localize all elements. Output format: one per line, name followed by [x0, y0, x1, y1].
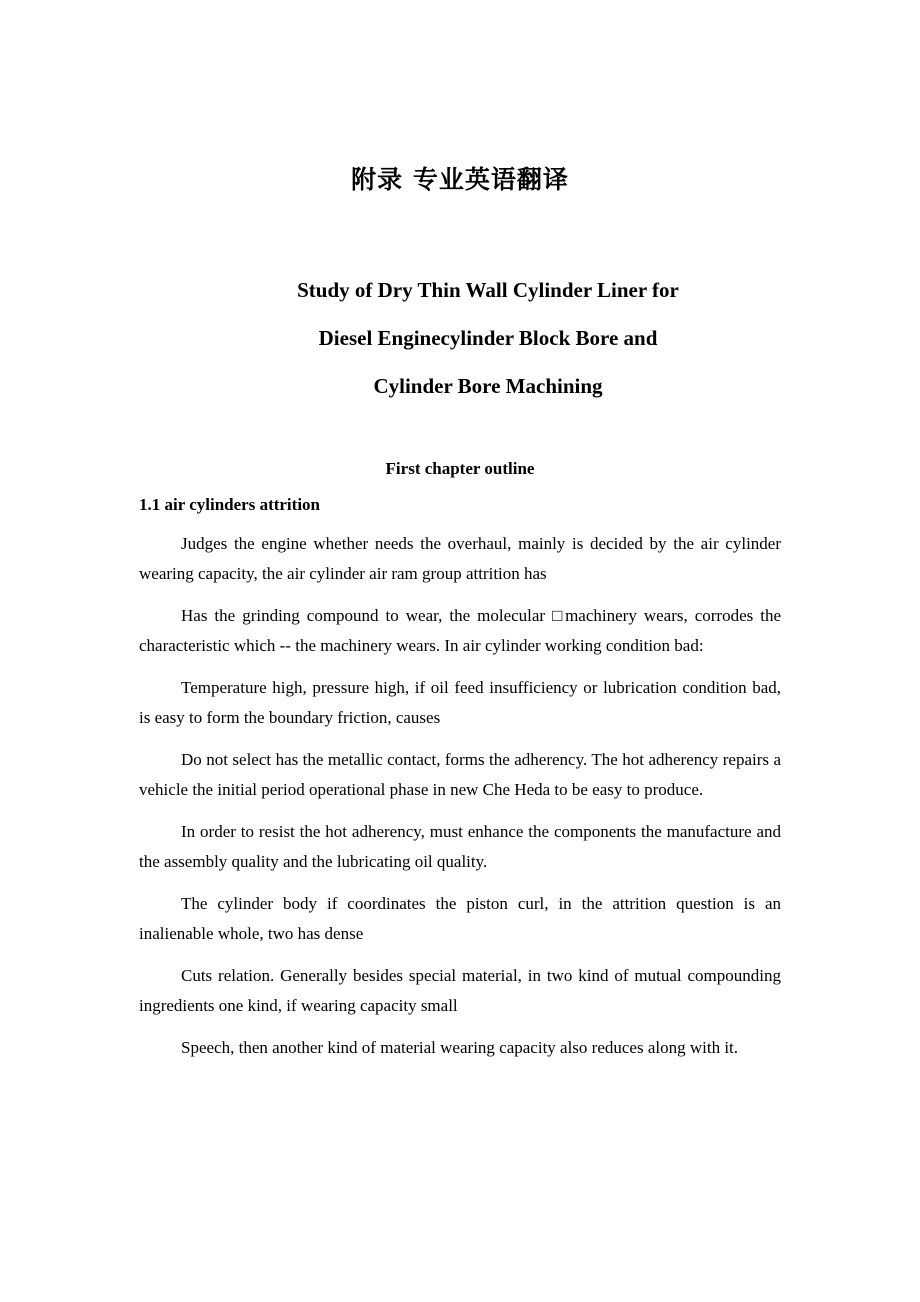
paragraph: Judges the engine whether needs the overhaul, mainly is decided by the air cylinder wearing capacity, the air cylinder air ram group attrition has: [139, 534, 781, 583]
paragraph: In order to resist the hot adherency, must enhance the components the manufacture and the assembly quality and the lubricating oil quality.: [139, 822, 781, 871]
appendix-title: 附录 专业英语翻译: [351, 165, 569, 194]
paragraph: Do not select has the metallic contact, forms the adherency. The hot adherency repairs a vehicle the initial period operational phase in new Che Heda to be easy to produce.: [139, 750, 781, 799]
chapter-heading: First chapter outline: [385, 459, 535, 478]
paragraph: Temperature high, pressure high, if oil feed insufficiency or lubrication condition bad, is easy to form the boundary friction, causes: [139, 678, 781, 727]
paper-title-line: Diesel Enginecylinder Block Bore and: [318, 326, 658, 350]
paragraph: The cylinder body if coordinates the piston curl, in the attrition question is an inalienable whole, two has dense: [139, 894, 781, 943]
paper-title-line: Cylinder Bore Machining: [373, 374, 603, 398]
paragraph: Cuts relation. Generally besides special material, in two kind of mutual compounding ingredients one kind, if wearing capacity small: [139, 966, 781, 1015]
paragraph: Has the grinding compound to wear, the molecular □machinery wears, corrodes the characteristic which -- the machinery wears. In air cylinder working condition bad:: [139, 606, 781, 655]
section-heading: 1.1 air cylinders attrition: [139, 495, 320, 514]
paragraph: Speech, then another kind of material wearing capacity also reduces along with it.: [181, 1038, 739, 1057]
paper-title: [140, 266, 836, 410]
body-text: [139, 529, 781, 1075]
paper-title-line: Study of Dry Thin Wall Cylinder Liner for: [297, 278, 679, 302]
